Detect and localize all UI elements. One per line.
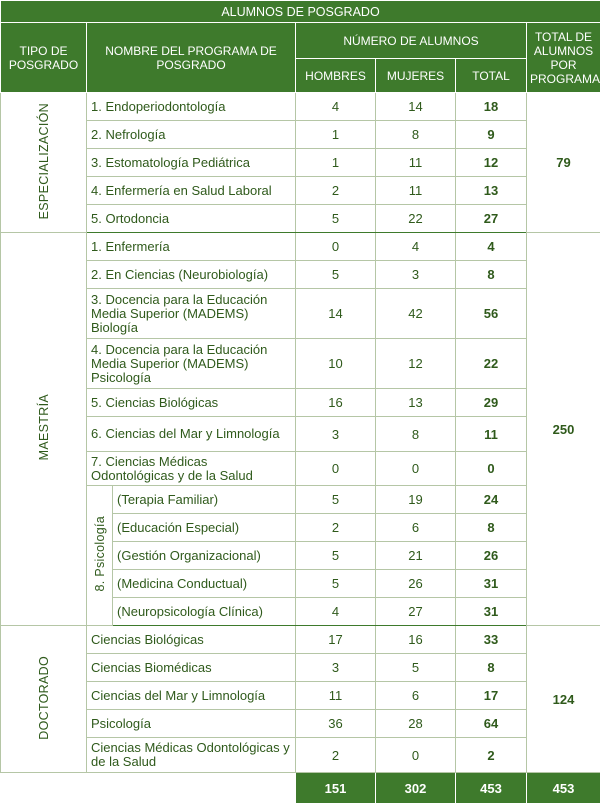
group-total-especializacion: 79 xyxy=(527,93,600,233)
hombres-value: 11 xyxy=(296,682,376,710)
program-name: (Medicina Conductual) xyxy=(113,570,296,598)
mujeres-value: 0 xyxy=(376,738,456,773)
total-value: 31 xyxy=(456,570,527,598)
program-name: 4. Enfermería en Salud Laboral xyxy=(87,177,296,205)
total-value: 2 xyxy=(456,738,527,773)
total-value: 29 xyxy=(456,389,527,417)
hombres-value: 5 xyxy=(296,542,376,570)
mujeres-value: 8 xyxy=(376,121,456,149)
total-value: 8 xyxy=(456,514,527,542)
program-name: Ciencias Biológicas xyxy=(87,626,296,654)
mujeres-value: 42 xyxy=(376,289,456,339)
hombres-value: 1 xyxy=(296,149,376,177)
total-value: 13 xyxy=(456,177,527,205)
hombres-value: 5 xyxy=(296,205,376,233)
hombres-value: 14 xyxy=(296,289,376,339)
mujeres-value: 28 xyxy=(376,710,456,738)
mujeres-value: 11 xyxy=(376,177,456,205)
program-name: 6. Ciencias del Mar y Limnología xyxy=(87,417,296,452)
mujeres-value: 3 xyxy=(376,261,456,289)
group-total-doctorado: 124 xyxy=(527,626,600,773)
program-name: 5. Ciencias Biológicas xyxy=(87,389,296,417)
mujeres-value: 16 xyxy=(376,626,456,654)
program-name: (Educación Especial) xyxy=(113,514,296,542)
program-name: Ciencias del Mar y Limnología xyxy=(87,682,296,710)
group-maestria xyxy=(1,233,87,626)
footer-total-alumnos: 453 xyxy=(456,773,527,804)
total-value: 24 xyxy=(456,486,527,514)
hombres-value: 16 xyxy=(296,389,376,417)
hombres-value: 2 xyxy=(296,738,376,773)
total-value: 22 xyxy=(456,339,527,389)
hombres-value: 17 xyxy=(296,626,376,654)
hombres-value: 36 xyxy=(296,710,376,738)
total-value: 18 xyxy=(456,93,527,121)
hombres-value: 10 xyxy=(296,339,376,389)
hombres-value: 0 xyxy=(296,452,376,486)
program-name: (Terapia Familiar) xyxy=(113,486,296,514)
mujeres-value: 21 xyxy=(376,542,456,570)
group-label: MAESTRÍA xyxy=(37,394,51,460)
program-name: 3. Docencia para la Educación Media Superior (MADEMS) Biología xyxy=(87,289,296,339)
total-value: 33 xyxy=(456,626,527,654)
group-label: ESPECIALIZACIÓN xyxy=(37,103,51,219)
program-name: Psicología xyxy=(87,710,296,738)
total-value: 11 xyxy=(456,417,527,452)
program-name: Ciencias Médicas Odontológicas y de la Salud xyxy=(87,738,296,773)
total-value: 17 xyxy=(456,682,527,710)
program-name: 3. Estomatología Pediátrica xyxy=(87,149,296,177)
program-name: 2. Nefrología xyxy=(87,121,296,149)
subgroup-psicologia xyxy=(87,486,113,626)
hombres-value: 4 xyxy=(296,93,376,121)
total-value: 56 xyxy=(456,289,527,339)
program-name: 4. Docencia para la Educación Media Superior (MADEMS) Psicología xyxy=(87,339,296,389)
hombres-value: 2 xyxy=(296,177,376,205)
header-hombres: HOMBRES xyxy=(296,59,376,93)
mujeres-value: 14 xyxy=(376,93,456,121)
mujeres-value: 5 xyxy=(376,654,456,682)
footer-total-hombres: 151 xyxy=(296,773,376,804)
group-total-maestria: 250 xyxy=(527,233,600,626)
mujeres-value: 6 xyxy=(376,514,456,542)
program-name: (Neuropsicología Clínica) xyxy=(113,598,296,626)
total-value: 26 xyxy=(456,542,527,570)
program-name: (Gestión Organizacional) xyxy=(113,542,296,570)
total-value: 4 xyxy=(456,233,527,261)
group-label: DOCTORADO xyxy=(37,656,51,740)
hombres-value: 5 xyxy=(296,486,376,514)
hombres-value: 3 xyxy=(296,417,376,452)
program-name: 5. Ortodoncia xyxy=(87,205,296,233)
mujeres-value: 4 xyxy=(376,233,456,261)
program-name: 7. Ciencias Médicas Odontológicas y de la Salud xyxy=(87,452,296,486)
hombres-value: 4 xyxy=(296,598,376,626)
hombres-value: 5 xyxy=(296,570,376,598)
footer-spacer xyxy=(1,773,296,804)
header-nombre-programa: NOMBRE DEL PROGRAMA DE POSGRADO xyxy=(87,23,296,93)
mujeres-value: 22 xyxy=(376,205,456,233)
mujeres-value: 11 xyxy=(376,149,456,177)
table-title: ALUMNOS DE POSGRADO xyxy=(1,1,600,23)
footer-total-mujeres: 302 xyxy=(376,773,456,804)
footer-gran-total: 453 xyxy=(527,773,600,804)
mujeres-value: 13 xyxy=(376,389,456,417)
mujeres-value: 19 xyxy=(376,486,456,514)
total-value: 8 xyxy=(456,654,527,682)
total-value: 31 xyxy=(456,598,527,626)
header-total: TOTAL xyxy=(456,59,527,93)
total-value: 12 xyxy=(456,149,527,177)
subgroup-label: 8. Psicología xyxy=(93,516,107,591)
program-name: 1. Endoperiodontología xyxy=(87,93,296,121)
header-numero-alumnos: NÚMERO DE ALUMNOS xyxy=(296,23,527,59)
hombres-value: 1 xyxy=(296,121,376,149)
mujeres-value: 26 xyxy=(376,570,456,598)
header-total-por-programa: TOTAL DE ALUMNOS POR PROGRAMA xyxy=(527,23,600,93)
mujeres-value: 12 xyxy=(376,339,456,389)
program-name: 2. En Ciencias (Neurobiología) xyxy=(87,261,296,289)
mujeres-value: 0 xyxy=(376,452,456,486)
hombres-value: 0 xyxy=(296,233,376,261)
total-value: 27 xyxy=(456,205,527,233)
group-especializacion xyxy=(1,93,87,233)
header-tipo-posgrado: TIPO DE POSGRADO xyxy=(1,23,87,93)
mujeres-value: 8 xyxy=(376,417,456,452)
total-value: 9 xyxy=(456,121,527,149)
total-value: 0 xyxy=(456,452,527,486)
header-mujeres: MUJERES xyxy=(376,59,456,93)
hombres-value: 2 xyxy=(296,514,376,542)
total-value: 64 xyxy=(456,710,527,738)
mujeres-value: 27 xyxy=(376,598,456,626)
hombres-value: 3 xyxy=(296,654,376,682)
mujeres-value: 6 xyxy=(376,682,456,710)
total-value: 8 xyxy=(456,261,527,289)
program-name: 1. Enfermería xyxy=(87,233,296,261)
program-name: Ciencias Biomédicas xyxy=(87,654,296,682)
hombres-value: 5 xyxy=(296,261,376,289)
group-doctorado xyxy=(1,626,87,773)
